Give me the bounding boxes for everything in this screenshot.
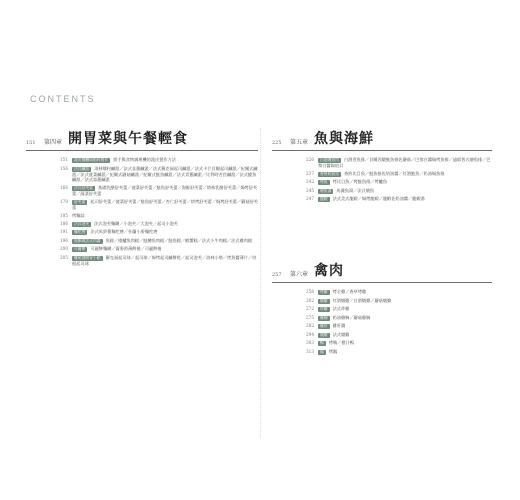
toc-entry-text [318,188,492,194]
chapter-4-title: 開胃菜與午餐輕食 [68,131,189,147]
toc-entry [272,340,492,346]
toc-entry-text [318,171,492,177]
toc-entry [26,213,258,218]
chapter-4-label: 第四章 [44,139,63,146]
toc-entry [26,166,258,183]
section-tag: 魚類或法式肉醬 [74,238,101,243]
toc-entry-text [318,179,492,185]
toc-entry-recipes: 可麗餅麵糊／蕎麥煎薄餅捲／可麗餅捲 [90,246,162,252]
toc-entry-recipes: 紅酒燉雞／白酒燉雞／蘑菇燉雞 [332,297,392,303]
toc-entry-text [318,349,492,355]
toc-entry-text [72,229,258,235]
toc-entry-page: 185 [60,212,68,218]
chapter-6-page: 257 [272,272,282,278]
toc-entry-text [318,340,492,346]
section-tag: 鴨 [320,341,324,345]
section-tag: 舒芙蕾 [74,199,86,204]
contents-heading: CONTENTS [30,94,96,104]
toc-entry [26,246,258,252]
toc-entry-page: 151 [60,157,68,162]
section-tag: 麵疙瘩 [74,230,86,235]
section-tag: 烤魚 [320,180,328,185]
toc-entry-page: 191 [60,229,68,235]
toc-entry-recipes: 奶油雞胸／蘑菇雞胸 [332,314,371,320]
toc-entry-recipes: 洛林鄉村鹹派／法式韭蔥鹹派／法式羅克福起司鹹派／法式卡芒貝爾起司鹹派／紀爾式鹹派／法式菠菜鹹派／紀爾式蘑菇鹹派／紀爾式鮭魚鹹派／法式青蔥鹹派／比利時苦苣鹹派／法式鯷魚鹹派／法式蒜蔥鹹派 [72,165,258,182]
toc-entry [26,255,258,266]
section-tag: 炸雞 [320,307,328,311]
toc-entry [272,323,492,329]
section-tag: 可麗餅 [74,247,86,252]
toc-entry-page: 313 [306,348,314,354]
section-tag: 燴魚湯 [320,188,332,193]
toc-entry-recipes: 烤鵝 [328,348,338,354]
toc-entry-page: 226 [306,157,314,162]
toc-entry-text [72,221,258,227]
toc-entry-recipes: 魚糕／梭鱸魚肉糕／鮭鱒魚肉糕／鮭魚糕／蝦蟹糕／法式小牛肉糕／法式雞肉糕 [105,237,253,243]
toc-entry [26,199,258,210]
toc-entry-page: 237 [306,170,314,176]
toc-entry-recipes: 烤鴨／橙汁鴨 [328,340,354,345]
toc-entry-page: 170 [60,198,68,204]
chapter-5-heading [272,132,492,151]
toc-entry-recipes: 法式炸雞 [332,306,350,311]
toc-entry-page: 242 [306,179,314,185]
chapter-5 [272,132,492,205]
toc-entry [272,298,492,304]
chapter-4-rows [26,157,258,266]
toc-entry-text [72,157,258,163]
section-tag: 法式泡芙 [74,221,90,226]
toc-entry-text [72,213,258,218]
chapter-4 [26,132,258,268]
toc-entry-page: 156 [60,165,68,171]
toc-entry-page: 247 [306,196,314,202]
section-tag: 雞肝 [320,324,328,328]
section-tag: 派皮麵糰與餡料製作 [74,158,109,162]
toc-entry [272,306,492,312]
toc-entry-recipes: 法式馬鈴薯麵疙瘩／杜蘭小麥麵疙瘩 [90,229,158,235]
toc-entry [272,289,492,295]
section-tag: 雞尾酒開胃小點 [74,255,101,260]
toc-entry-page: 303 [306,340,314,345]
toc-entry-text [318,157,492,168]
toc-entry [272,332,492,338]
toc-entry [26,221,258,227]
toc-entry [272,315,492,321]
toc-entry-page: 262 [306,297,314,303]
toc-entry-recipes: 起司舒芙蕾／菠菜舒芙蕾／鮭魚舒芙蕾／杏仁舒芙蕾／烘烤舒芙蕾／焗烤舒芙蕾／蘑菇舒芙蕾 [72,198,258,210]
toc-entry-text [72,255,258,266]
toc-entry-recipes: 烤麵蒜 [72,212,85,218]
toc-entry [272,171,492,177]
toc-entry-page: 294 [306,331,314,337]
section-tag: 香煎奶油魚 [320,171,339,176]
section-tag: 法式舒芙蕾 [74,185,93,190]
toc-entry-page: 205 [60,254,68,260]
section-tag: 龍蝦 [320,197,328,202]
toc-entry-text [318,315,492,321]
toc-entry [272,196,492,202]
section-tag: 燉雞 [320,298,328,303]
toc-entry-recipes: 烤全雞／香草烤雞 [332,289,367,294]
chapter-6-label: 第六章 [290,271,309,278]
toc-entry-text [72,185,258,196]
toc-entry [272,349,492,355]
chapter-4-heading [26,132,258,151]
toc-entry-page: 275 [306,314,314,320]
chapter-6-heading [272,264,492,283]
chapter-5-page: 225 [272,140,282,146]
toc-entry-recipes: 馬賽魚湯／法式燴魚 [336,187,375,193]
toc-entry-text [318,332,492,338]
toc-entry-recipes: 羅克福起司球／起司球／焗烤起司鹹餅乾／起司泡芙／洛林小塔／烤魚醬薄片／培根起司球 [72,254,257,266]
toc-entry-text [318,298,492,304]
toc-entry-text [318,306,492,312]
toc-entry [26,185,258,196]
toc-entry [272,157,492,168]
toc-entry-text [72,166,258,183]
toc-entry-page: 258 [306,289,314,294]
toc-entry-page: 186 [60,220,68,226]
section-tag: 燉雞 [320,332,328,337]
column-divider [260,128,261,438]
chapter-6-rows [272,289,492,355]
section-tag: 白酒燴魚肉 [320,158,339,162]
chapter-4-page: 151 [26,140,36,146]
toc-entry-recipes: 香煎比目魚／鮭魚排佐奶油醬／紅酒鮭魚／奶油焗魚排 [343,170,445,176]
toc-entry-text [318,196,492,202]
section-tag: 法式鹹派 [74,166,90,171]
chapter-5-rows [272,157,492,202]
toc-entry-recipes: 法式美式龍蝦／焗烤龍蝦／龍蝦佐奶油醬／龍蝦湯 [332,196,425,202]
toc-entry-text [318,289,492,295]
toc-entry-page: 245 [306,187,314,193]
toc-entry-text [72,238,258,244]
toc-entry [26,238,258,244]
toc-entry-recipes: 白酒煮魚排／貝爾西燉鮭魚排佐蘑菇／巴黎白醬焗烤魚排／迪耶普式燴魚排／巴黎白醬焗扇貝 [318,157,491,168]
toc-entry-recipes: 基礎乳酪舒芙蕾／菠菜舒芙蕾／鮭魚舒芙蕾／海鮮舒芙蕾／塔林乳酪舒芙蕾／焗烤舒芙蕾／蔬菜舒芙蕾 [72,184,258,196]
chapter-6-title: 禽肉 [314,263,345,279]
chapter-6 [272,264,492,357]
toc-entry-page: 200 [60,246,68,252]
toc-entry-page: 272 [306,306,314,311]
toc-entry-page: 196 [60,237,68,243]
toc-entry [26,229,258,235]
toc-entry-recipes: 烤比目魚／烤鮭魚排／烤鱸魚 [332,179,388,185]
toc-entry-text [318,323,492,329]
section-tag: 雞胸 [320,315,328,320]
toc-entry-text [72,199,258,210]
toc-entry [272,179,492,185]
chapter-5-title: 魚與海鮮 [314,131,375,147]
toc-entry-text [72,246,258,252]
toc-entry-page: 282 [306,323,314,328]
toc-entry [26,157,258,163]
toc-entry-page: 166 [60,184,68,190]
toc-entry [272,188,492,194]
toc-entry-recipes: 搭手與食物調理機的派皮製作方法 [113,157,176,162]
chapter-5-label: 第五章 [290,139,309,146]
section-tag: 烤雞 [320,290,328,294]
toc-entry-recipes: 雞肝醬 [332,323,346,328]
section-tag: 鵝 [320,349,324,354]
toc-entry-recipes: 法式泡芙麵糊／小泡芙／大泡芙／起司小泡芙 [94,220,178,226]
toc-entry-recipes: 法式燉雞 [332,331,350,337]
